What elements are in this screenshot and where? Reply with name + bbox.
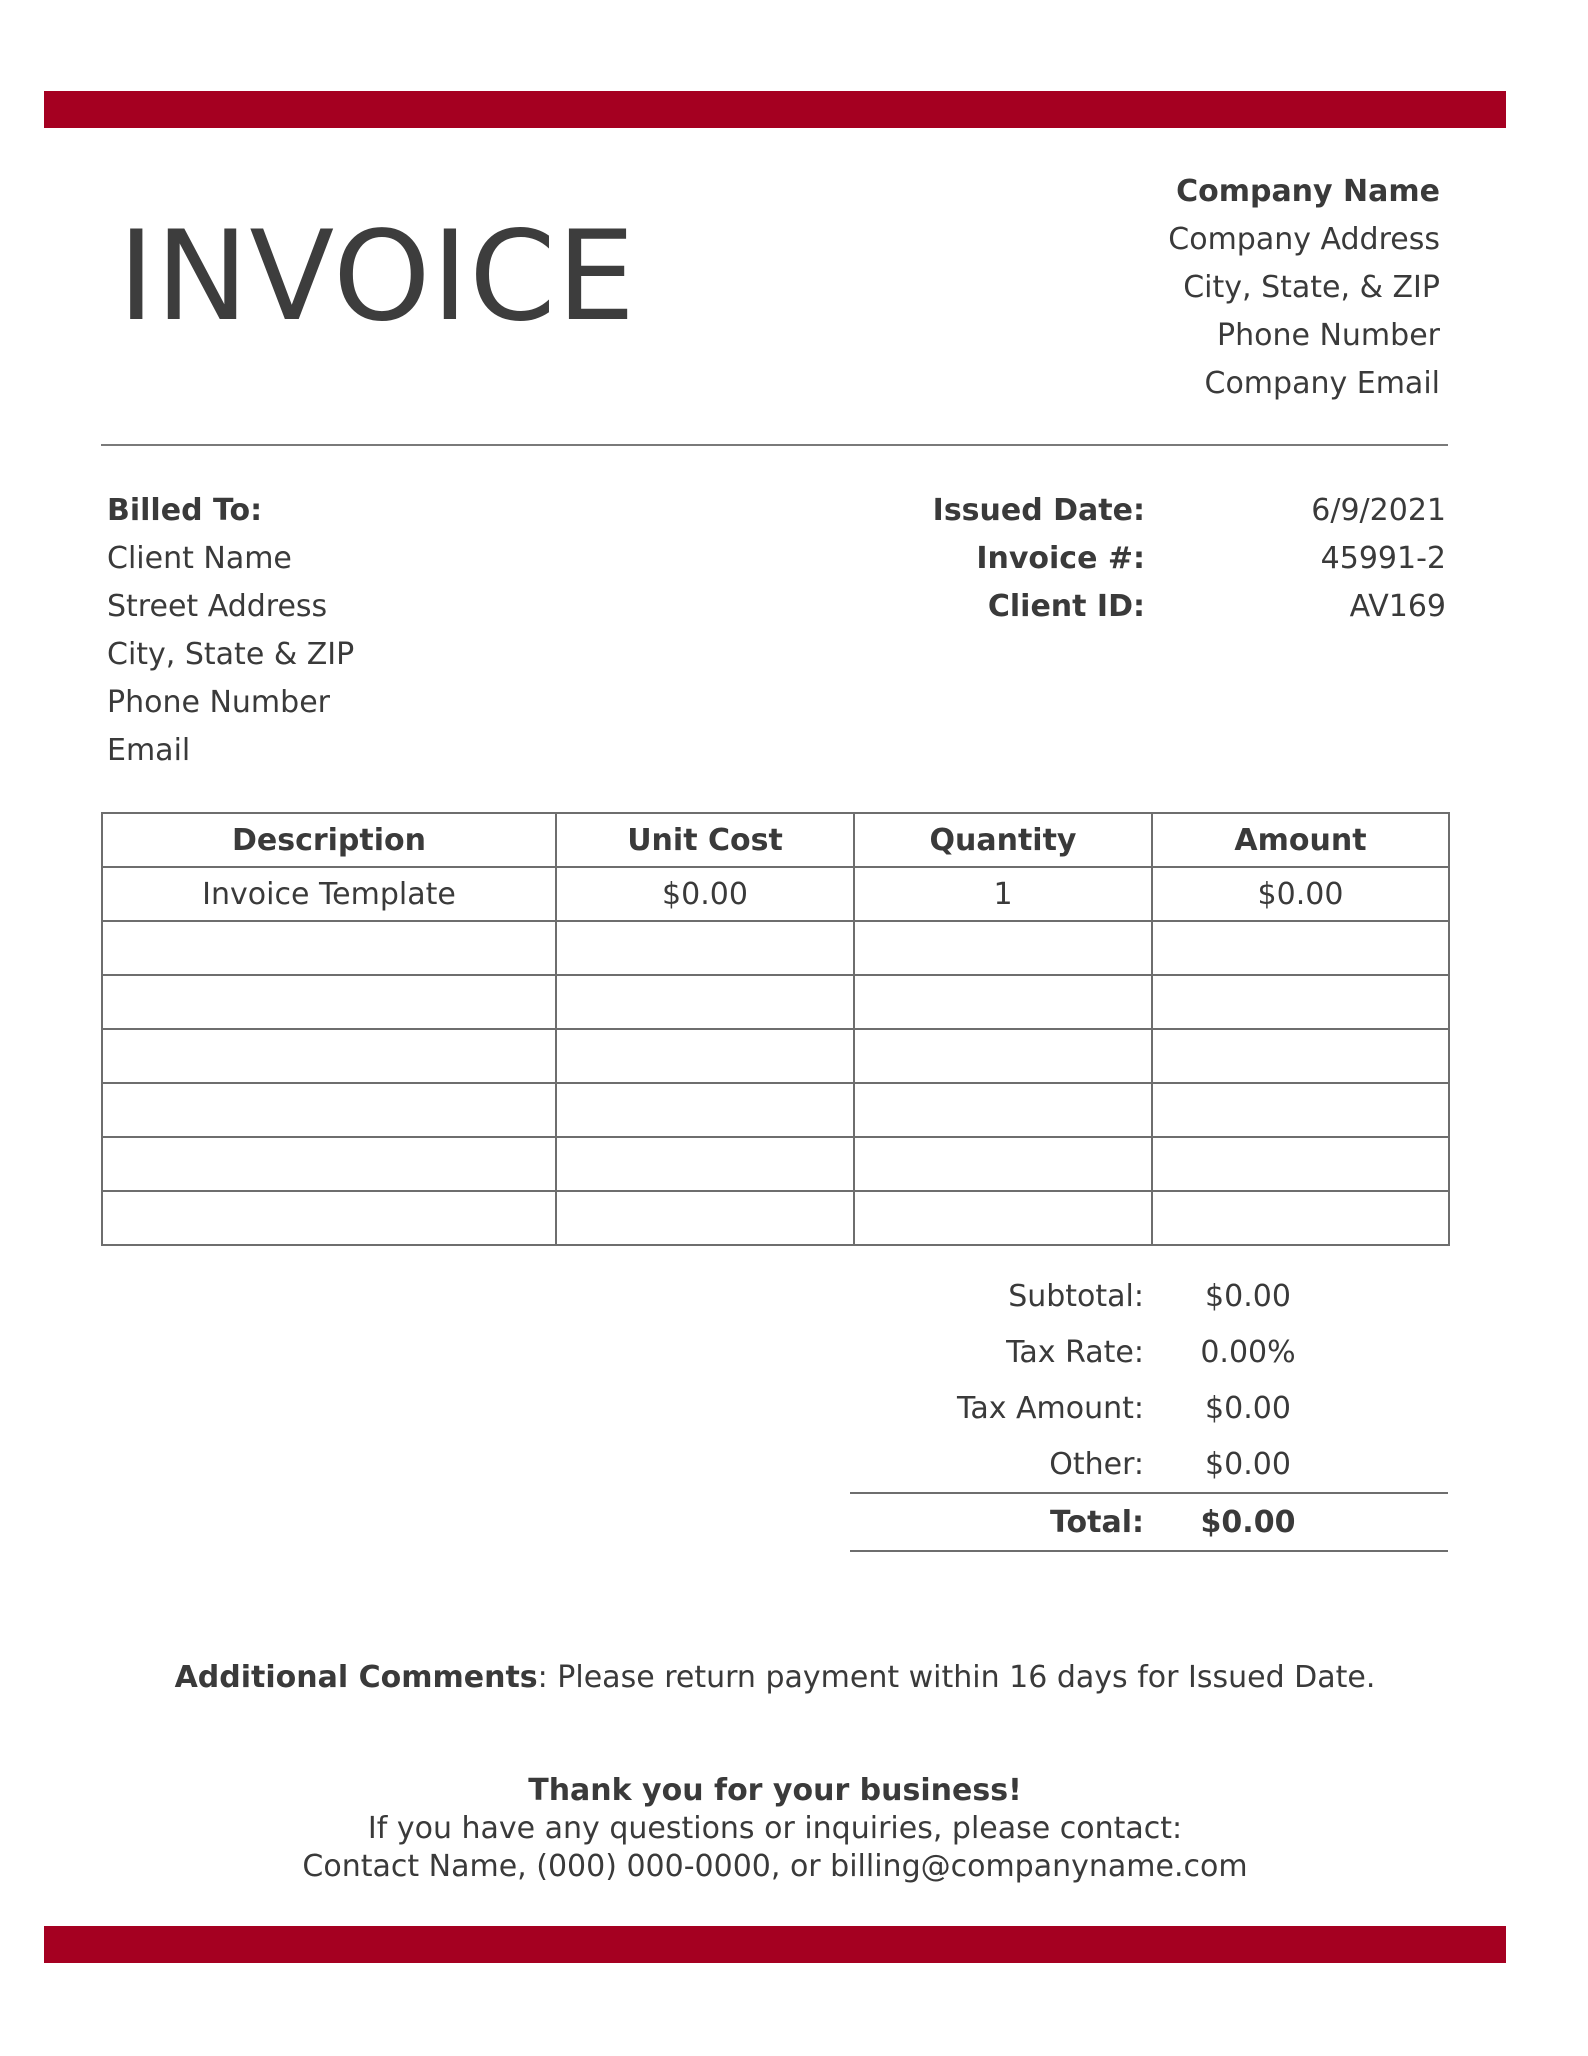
total-value: $0.00 (1200, 1504, 1296, 1540)
total-label: Total: (1050, 1504, 1144, 1540)
table-row (102, 1029, 1449, 1083)
cell-amount: $0.00 (1152, 867, 1449, 921)
tax-amount-label: Tax Amount: (956, 1390, 1144, 1426)
company-name: Company Name (1176, 174, 1440, 209)
subtotal-label: Subtotal: (1008, 1278, 1144, 1314)
invoice-number-label: Invoice #: (976, 541, 1145, 576)
cell-description: Invoice Template (102, 867, 556, 921)
tax-rate-value: 0.00% (1200, 1334, 1296, 1370)
header-quantity: Quantity (854, 813, 1152, 867)
header-description: Description (102, 813, 556, 867)
invoice-number-value: 45991-2 (1320, 541, 1446, 576)
tax-amount-row (850, 1380, 1448, 1436)
company-address: Company Address (1168, 222, 1440, 257)
table-row (102, 975, 1449, 1029)
cell-quantity (854, 1137, 1152, 1191)
line-items-table (101, 812, 1450, 1246)
subtotal-value: $0.00 (1205, 1278, 1291, 1314)
cell-description (102, 1191, 556, 1245)
table-row (102, 1191, 1449, 1245)
cell-unit-cost (556, 1083, 854, 1137)
cell-amount (1152, 1029, 1449, 1083)
other-label: Other: (1049, 1446, 1144, 1482)
invoice-meta (900, 487, 1446, 631)
cell-quantity: 1 (854, 867, 1152, 921)
table-row (102, 921, 1449, 975)
client-email: Email (107, 733, 191, 768)
client-name: Client Name (107, 541, 292, 576)
cell-description (102, 1029, 556, 1083)
comments-label: Additional Comments (174, 1660, 538, 1695)
company-city: City, State, & ZIP (1183, 270, 1440, 305)
additional-comments (0, 1660, 1550, 1695)
tax-rate-label: Tax Rate: (1006, 1334, 1144, 1370)
cell-description (102, 921, 556, 975)
table-row (102, 1083, 1449, 1137)
company-phone: Phone Number (1217, 318, 1440, 353)
other-value: $0.00 (1205, 1446, 1291, 1482)
footer-message (0, 1772, 1550, 1886)
cell-quantity (854, 975, 1152, 1029)
header-divider (101, 444, 1448, 446)
comments-text: : Please return payment within 16 days for Issued Date. (537, 1660, 1376, 1695)
other-row (850, 1436, 1448, 1492)
cell-description (102, 1137, 556, 1191)
contact-prompt: If you have any questions or inquiries, please contact: (367, 1811, 1183, 1846)
client-phone: Phone Number (107, 685, 330, 720)
total-row (850, 1492, 1448, 1552)
billed-to-block (107, 487, 354, 775)
client-id-row (900, 583, 1446, 631)
subtotal-row (850, 1268, 1448, 1324)
table-row (102, 1137, 1449, 1191)
top-accent-bar (44, 91, 1506, 128)
cell-unit-cost (556, 921, 854, 975)
company-email: Company Email (1204, 366, 1440, 401)
cell-quantity (854, 921, 1152, 975)
billed-to-label: Billed To: (107, 493, 263, 528)
cell-amount (1152, 921, 1449, 975)
cell-unit-cost (556, 975, 854, 1029)
contact-details: Contact Name, (000) 000-0000, or billing@companyname.com (302, 1849, 1248, 1884)
client-id-label: Client ID: (987, 589, 1145, 624)
tax-amount-value: $0.00 (1205, 1390, 1291, 1426)
header-unit-cost: Unit Cost (556, 813, 854, 867)
invoice-number-row (900, 535, 1446, 583)
cell-amount (1152, 975, 1449, 1029)
bottom-accent-bar (44, 1926, 1506, 1963)
table-header-row (102, 813, 1449, 867)
cell-amount (1152, 1191, 1449, 1245)
cell-description (102, 975, 556, 1029)
client-city: City, State & ZIP (107, 637, 355, 672)
cell-unit-cost (556, 1191, 854, 1245)
tax-rate-row (850, 1324, 1448, 1380)
cell-unit-cost (556, 1137, 854, 1191)
company-info (1168, 168, 1440, 408)
header-amount: Amount (1152, 813, 1449, 867)
cell-unit-cost: $0.00 (556, 867, 854, 921)
issued-date-value: 6/9/2021 (1311, 493, 1446, 528)
issued-date-row (900, 487, 1446, 535)
client-street: Street Address (107, 589, 328, 624)
cell-quantity (854, 1083, 1152, 1137)
table-row (102, 867, 1449, 921)
cell-quantity (854, 1191, 1152, 1245)
cell-description (102, 1083, 556, 1137)
issued-date-label: Issued Date: (932, 493, 1145, 528)
totals-block (850, 1268, 1448, 1552)
cell-amount (1152, 1137, 1449, 1191)
cell-unit-cost (556, 1029, 854, 1083)
cell-quantity (854, 1029, 1152, 1083)
thank-you-line: Thank you for your business! (528, 1773, 1022, 1808)
client-id-value: AV169 (1349, 589, 1446, 624)
invoice-title: INVOICE (118, 205, 637, 349)
cell-amount (1152, 1083, 1449, 1137)
